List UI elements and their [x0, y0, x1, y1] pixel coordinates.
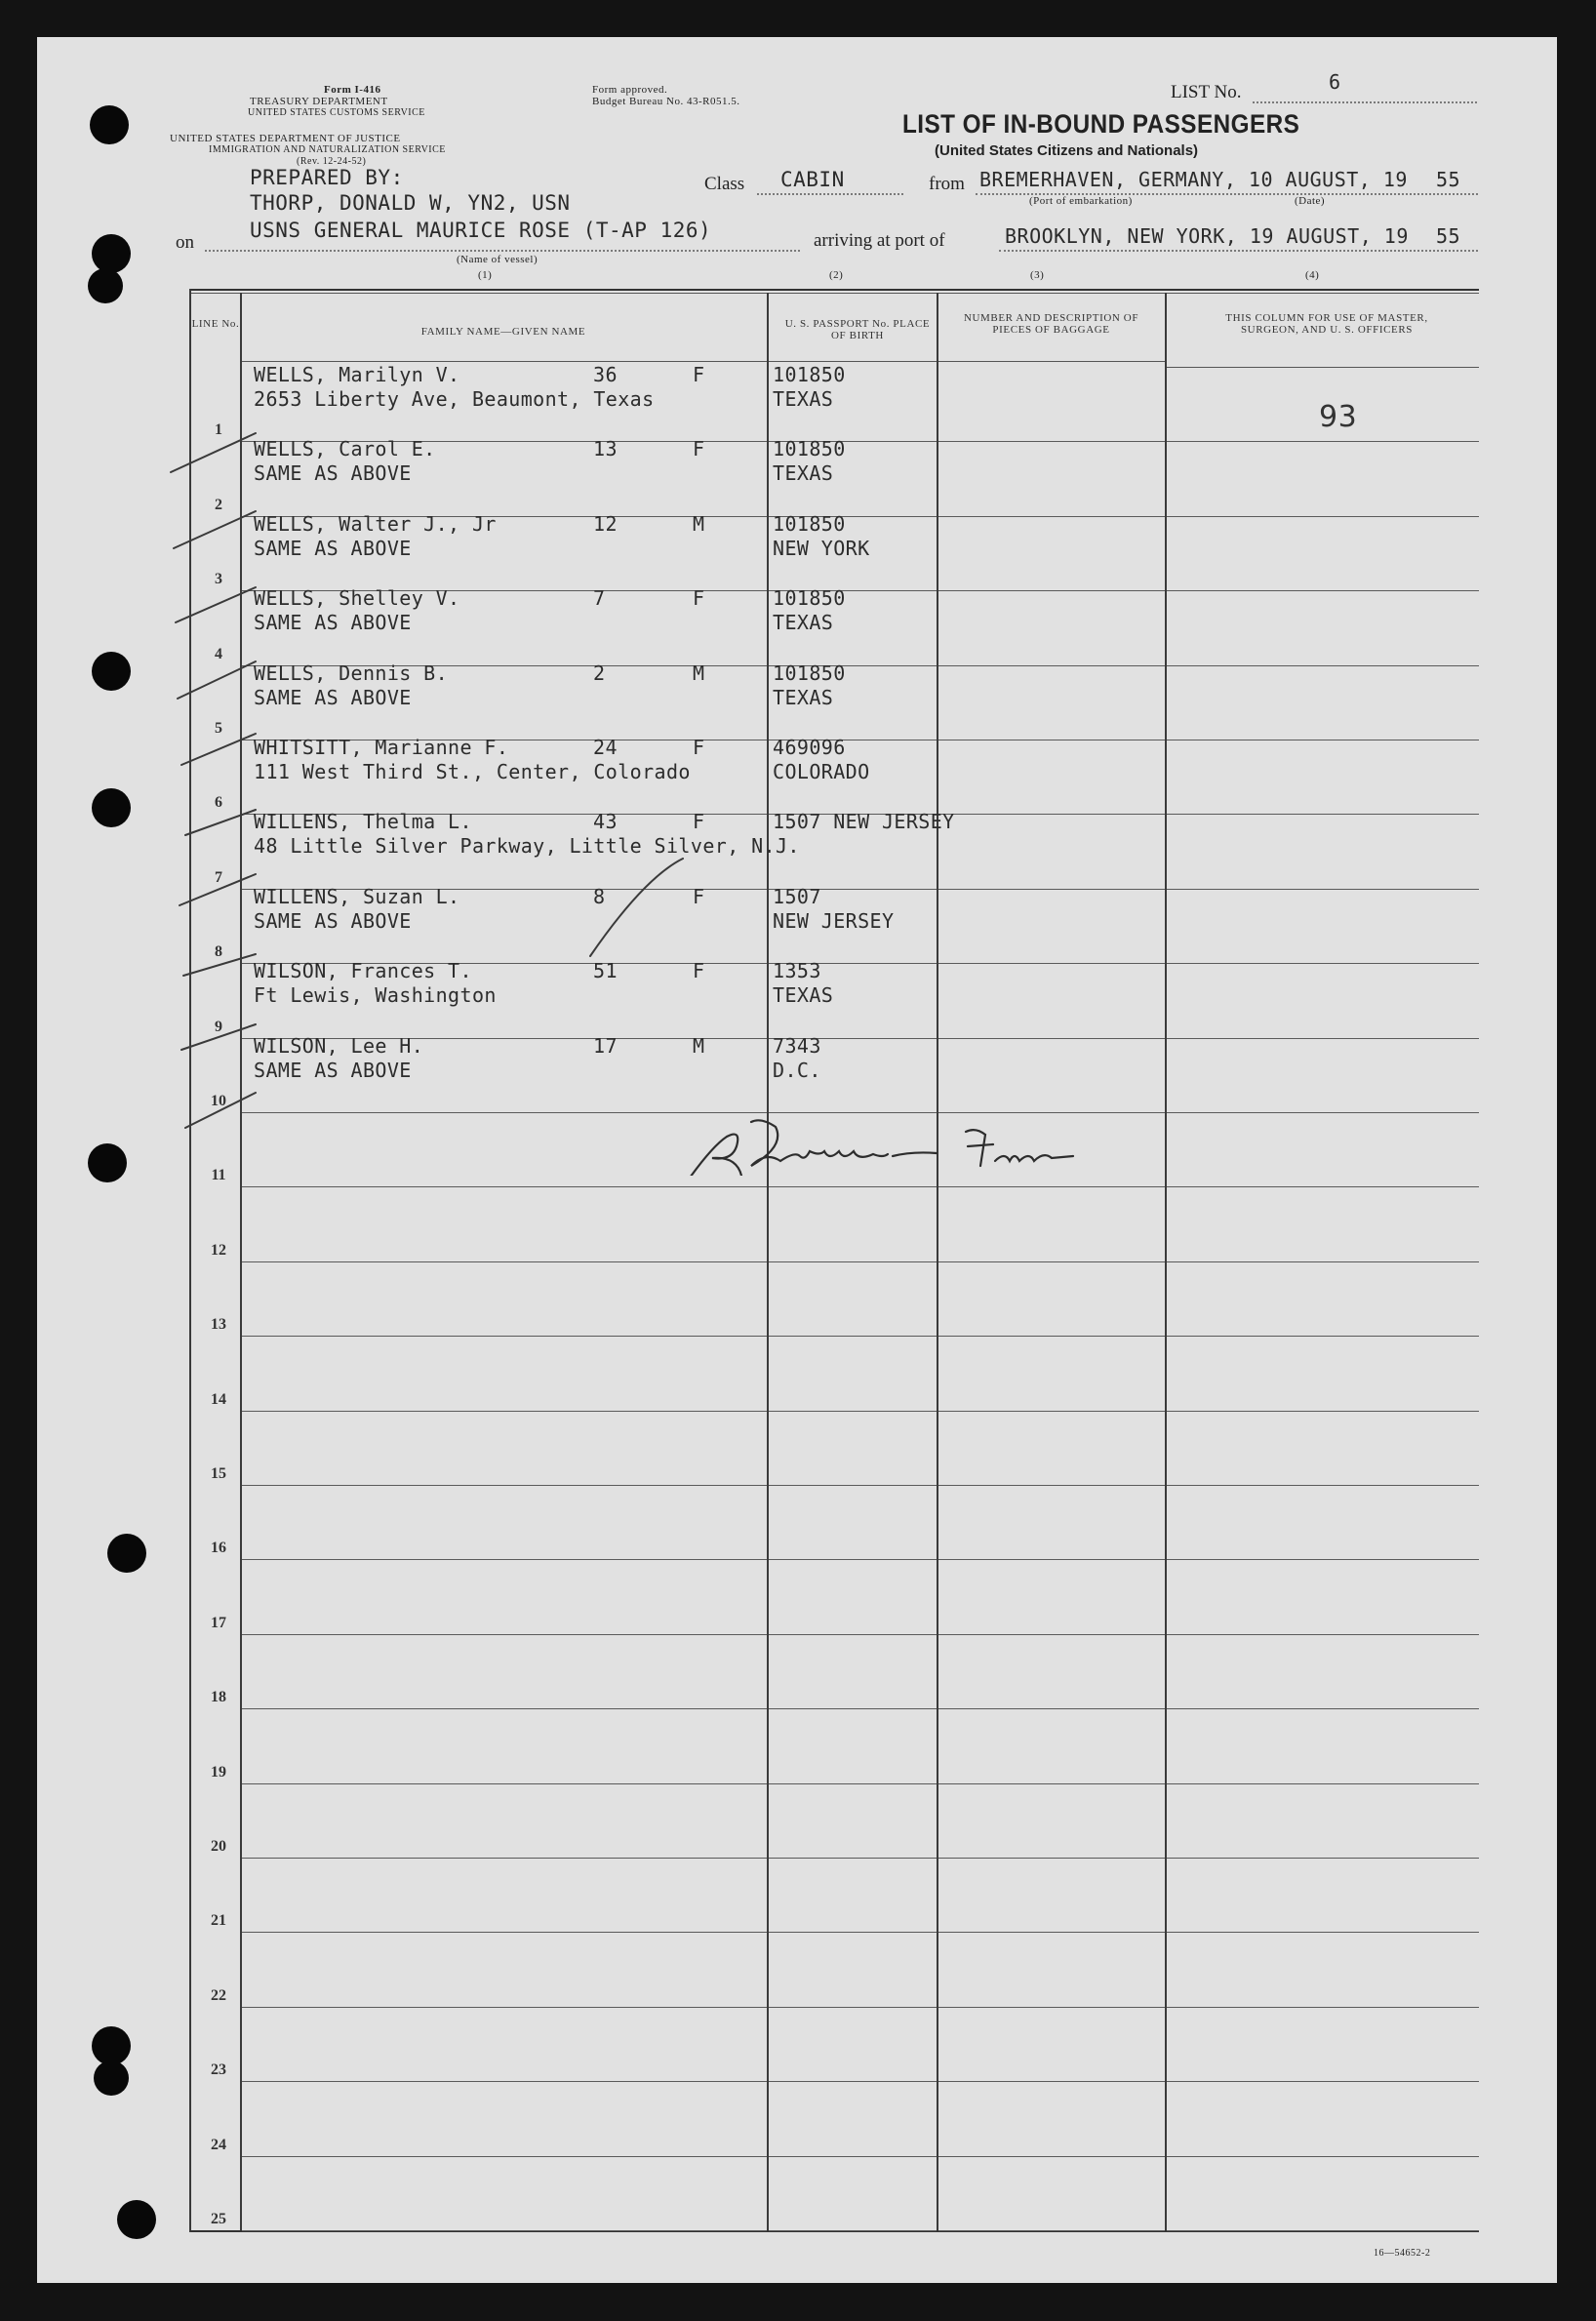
binder-hole — [92, 788, 131, 827]
passenger-address: 2653 Liberty Ave, Beaumont, Texas — [254, 387, 655, 411]
binder-hole — [92, 652, 131, 691]
row-divider — [938, 1186, 1165, 1187]
passenger-sex: F — [693, 437, 705, 460]
line-number: 3 — [215, 571, 222, 587]
row-divider — [242, 1858, 767, 1859]
passport-number: 101850 — [773, 586, 846, 610]
line-number: 11 — [211, 1167, 226, 1183]
row-divider — [1167, 1783, 1479, 1784]
row-divider — [1167, 2230, 1479, 2231]
passenger-address: 48 Little Silver Parkway, Little Silver, N.J. — [254, 834, 800, 858]
officer-note: 93 — [1319, 400, 1358, 434]
embarkation-year: 55 — [1436, 168, 1461, 191]
line-number: 10 — [211, 1093, 226, 1109]
passenger-name: WILLENS, Thelma L. — [254, 810, 472, 833]
passenger-name: WELLS, Marilyn V. — [254, 363, 460, 386]
row-divider — [769, 2081, 937, 2082]
passenger-age: 7 — [593, 586, 606, 610]
passenger-name: WHITSITT, Marianne F. — [254, 736, 509, 759]
col-ref-1: (1) — [478, 269, 493, 281]
row-divider — [938, 2007, 1165, 2008]
vessel-caption: (Name of vessel) — [457, 254, 539, 265]
header-line-no: LINE No. — [191, 318, 240, 330]
passenger-age: 51 — [593, 959, 618, 982]
row-divider — [1167, 1038, 1479, 1039]
passenger-age: 43 — [593, 810, 618, 833]
row-divider — [938, 963, 1165, 964]
row-divider — [938, 441, 1165, 442]
arrival-year: 55 — [1436, 224, 1461, 248]
line-number: 16 — [211, 1540, 226, 1556]
class-label: Class — [704, 174, 745, 194]
passport-number: 1507 NEW JERSEY — [773, 810, 955, 833]
row-divider — [769, 1783, 937, 1784]
header-name: FAMILY NAME—GIVEN NAME — [420, 326, 586, 338]
passenger-name: WELLS, Walter J., Jr — [254, 512, 497, 536]
place-of-birth: TEXAS — [773, 461, 834, 485]
row-divider — [769, 2156, 937, 2157]
passenger-sex: M — [693, 512, 705, 536]
line-number: 15 — [211, 1465, 226, 1482]
passenger-address: 111 West Third St., Center, Colorado — [254, 760, 691, 783]
row-divider — [242, 1261, 767, 1262]
row-divider — [1167, 2007, 1479, 2008]
line-number: 25 — [211, 2211, 226, 2227]
approved-label: Form approved. — [592, 84, 668, 96]
passenger-sex: F — [693, 885, 705, 908]
row-divider — [242, 2230, 767, 2231]
place-of-birth: TEXAS — [773, 983, 834, 1007]
binder-hole — [92, 2026, 131, 2065]
arrival-value: BROOKLYN, NEW YORK, 19 AUGUST, 19 — [1005, 224, 1409, 248]
form-number: Form I-416 — [324, 84, 381, 96]
passenger-sex: F — [693, 959, 705, 982]
line-number: 6 — [215, 794, 222, 811]
row-divider — [938, 1783, 1165, 1784]
page-title: LIST OF IN-BOUND PASSENGERS — [902, 109, 1300, 139]
list-number: 6 — [1329, 70, 1341, 94]
passenger-name: WILSON, Frances T. — [254, 959, 472, 982]
row-divider — [938, 1932, 1165, 1933]
row-divider — [1167, 889, 1479, 890]
binder-hole — [88, 268, 123, 303]
passenger-name: WELLS, Carol E. — [254, 437, 436, 460]
row-divider — [1167, 665, 1479, 666]
row-divider — [1167, 441, 1479, 442]
row-divider — [1167, 1559, 1479, 1560]
binder-hole — [90, 105, 129, 144]
passport-number: 101850 — [773, 512, 846, 536]
line-number: 24 — [211, 2137, 226, 2153]
class-value: CABIN — [780, 168, 845, 191]
passport-number: 1353 — [773, 959, 821, 982]
line-number: 23 — [211, 2061, 226, 2078]
binder-hole — [94, 2061, 129, 2096]
row-divider — [769, 1485, 937, 1486]
row-divider — [1167, 1708, 1479, 1709]
row-divider — [938, 1708, 1165, 1709]
passenger-sex: M — [693, 661, 705, 685]
binder-hole — [107, 1534, 146, 1573]
row-divider — [1167, 1858, 1479, 1859]
passenger-sex: F — [693, 810, 705, 833]
col-ref-3: (3) — [1030, 269, 1045, 281]
binder-hole — [92, 234, 131, 273]
passenger-age: 12 — [593, 512, 618, 536]
row-divider — [938, 814, 1165, 815]
row-divider — [1167, 1261, 1479, 1262]
passenger-sex: F — [693, 736, 705, 759]
header-officers: THIS COLUMN FOR USE OF MASTER, SURGEON, AND U. S. OFFICERS — [1225, 312, 1428, 336]
passport-number: 101850 — [773, 661, 846, 685]
row-divider — [1167, 516, 1479, 517]
row-divider — [1167, 814, 1479, 815]
line-number: 4 — [215, 646, 222, 662]
date-caption: (Date) — [1295, 195, 1326, 207]
inspector-signature — [683, 1107, 1093, 1176]
row-divider — [938, 516, 1165, 517]
row-divider — [242, 1559, 767, 1560]
passenger-name: WELLS, Shelley V. — [254, 586, 460, 610]
arriving-label: arriving at port of — [814, 230, 945, 251]
row-divider — [1167, 2081, 1479, 2082]
passenger-address: Ft Lewis, Washington — [254, 983, 497, 1007]
line-number: 2 — [215, 497, 222, 513]
port-embarkation-caption: (Port of embarkation) — [1029, 195, 1133, 207]
row-divider — [769, 1261, 937, 1262]
place-of-birth: TEXAS — [773, 387, 834, 411]
preparer-name: THORP, DONALD W, YN2, USN — [250, 191, 571, 215]
row-divider — [1167, 1932, 1479, 1933]
from-label: from — [929, 174, 965, 194]
row-divider — [938, 2081, 1165, 2082]
row-divider — [769, 1559, 937, 1560]
row-divider — [769, 1858, 937, 1859]
row-divider — [769, 2007, 937, 2008]
passenger-sex: F — [693, 586, 705, 610]
line-number: 20 — [211, 1838, 226, 1855]
passenger-address: SAME AS ABOVE — [254, 1059, 412, 1082]
embarkation-value: BREMERHAVEN, GERMANY, 10 AUGUST, 19 — [979, 168, 1408, 191]
passenger-age: 13 — [593, 437, 618, 460]
row-divider — [769, 2230, 937, 2231]
treasury-label: TREASURY DEPARTMENT — [250, 96, 388, 107]
col-ref-4: (4) — [1305, 269, 1320, 281]
passenger-address: SAME AS ABOVE — [254, 909, 412, 933]
passenger-age: 24 — [593, 736, 618, 759]
line-number: 14 — [211, 1391, 226, 1408]
line-number: 9 — [215, 1019, 222, 1035]
binder-hole — [117, 2200, 156, 2239]
row-divider — [938, 1411, 1165, 1412]
row-divider — [1167, 1112, 1479, 1113]
row-divider — [242, 2156, 767, 2157]
row-divider — [938, 1559, 1165, 1560]
row-divider — [1167, 2156, 1479, 2157]
row-divider — [938, 1038, 1165, 1039]
row-divider — [938, 590, 1165, 591]
justice-label: UNITED STATES DEPARTMENT OF JUSTICE — [170, 133, 401, 144]
place-of-birth: NEW JERSEY — [773, 909, 895, 933]
passport-number: 7343 — [773, 1034, 821, 1058]
line-number: 18 — [211, 1689, 226, 1705]
line-number: 17 — [211, 1615, 226, 1631]
row-divider — [1167, 1411, 1479, 1412]
passenger-address: SAME AS ABOVE — [254, 611, 412, 634]
page-subtitle: (United States Citizens and Nationals) — [935, 142, 1199, 159]
place-of-birth: TEXAS — [773, 611, 834, 634]
list-no-label: LIST No. — [1171, 82, 1242, 102]
place-of-birth: TEXAS — [773, 686, 834, 709]
col-ref-2: (2) — [829, 269, 844, 281]
line-number: 12 — [211, 1242, 226, 1259]
row-divider — [938, 1858, 1165, 1859]
row-divider — [1167, 1485, 1479, 1486]
row-divider — [769, 1932, 937, 1933]
passenger-age: 8 — [593, 885, 606, 908]
header-passport: U. S. PASSPORT No. PLACE OF BIRTH — [784, 318, 931, 341]
passenger-age: 36 — [593, 363, 618, 386]
place-of-birth: D.C. — [773, 1059, 821, 1082]
binder-hole — [88, 1143, 127, 1182]
row-divider — [1167, 963, 1479, 964]
prepared-by-label: PREPARED BY: — [250, 166, 404, 189]
passenger-address: SAME AS ABOVE — [254, 461, 412, 485]
row-divider — [938, 1336, 1165, 1337]
place-of-birth: NEW YORK — [773, 537, 870, 560]
row-divider — [242, 1634, 767, 1635]
vessel-name: USNS GENERAL MAURICE ROSE (T-AP 126) — [250, 219, 712, 242]
row-divider — [938, 2230, 1165, 2231]
row-divider — [769, 1186, 937, 1187]
row-divider — [938, 1634, 1165, 1635]
passenger-age: 2 — [593, 661, 606, 685]
passenger-address: SAME AS ABOVE — [254, 686, 412, 709]
passenger-name: WILSON, Lee H. — [254, 1034, 424, 1058]
ins-label: IMMIGRATION AND NATURALIZATION SERVICE — [209, 144, 446, 155]
row-divider — [1167, 1634, 1479, 1635]
row-divider — [769, 1336, 937, 1337]
passport-number: 101850 — [773, 363, 846, 386]
row-divider — [938, 2156, 1165, 2157]
passenger-sex: M — [693, 1034, 705, 1058]
line-number: 5 — [215, 720, 222, 737]
row-divider — [938, 1485, 1165, 1486]
row-divider — [1167, 1186, 1479, 1187]
row-divider — [769, 1708, 937, 1709]
line-number: 1 — [215, 421, 222, 438]
passport-number: 469096 — [773, 736, 846, 759]
footer-code: 16—54652-2 — [1374, 2248, 1431, 2259]
passenger-sex: F — [693, 363, 705, 386]
row-divider — [242, 2081, 767, 2082]
line-number: 21 — [211, 1912, 226, 1929]
row-divider — [1167, 590, 1479, 591]
row-divider — [242, 1485, 767, 1486]
on-label: on — [176, 232, 194, 253]
customs-label: UNITED STATES CUSTOMS SERVICE — [248, 107, 425, 118]
passport-number: 1507 — [773, 885, 821, 908]
row-divider — [242, 2007, 767, 2008]
row-divider — [242, 1411, 767, 1412]
line-number: 22 — [211, 1987, 226, 2004]
passport-number: 101850 — [773, 437, 846, 460]
passenger-name: WELLS, Dennis B. — [254, 661, 449, 685]
passenger-name: WILLENS, Suzan L. — [254, 885, 460, 908]
header-baggage: NUMBER AND DESCRIPTION OF PIECES OF BAGGAGE — [963, 312, 1139, 336]
row-divider — [242, 1932, 767, 1933]
line-number: 7 — [215, 869, 222, 886]
row-divider — [769, 1411, 937, 1412]
row-divider — [1167, 1336, 1479, 1337]
line-number: 8 — [215, 943, 222, 960]
place-of-birth: COLORADO — [773, 760, 870, 783]
line-number: 13 — [211, 1316, 226, 1333]
row-divider — [242, 1336, 767, 1337]
revision-label: (Rev. 12-24-52) — [297, 156, 367, 167]
row-divider — [242, 1708, 767, 1709]
row-divider — [938, 1261, 1165, 1262]
budget-label: Budget Bureau No. 43-R051.5. — [592, 96, 740, 107]
row-divider — [242, 1783, 767, 1784]
row-divider — [769, 1634, 937, 1635]
line-number: 19 — [211, 1764, 226, 1781]
row-divider — [938, 665, 1165, 666]
row-divider — [938, 889, 1165, 890]
row-divider — [242, 1186, 767, 1187]
passenger-address: SAME AS ABOVE — [254, 537, 412, 560]
passenger-age: 17 — [593, 1034, 618, 1058]
